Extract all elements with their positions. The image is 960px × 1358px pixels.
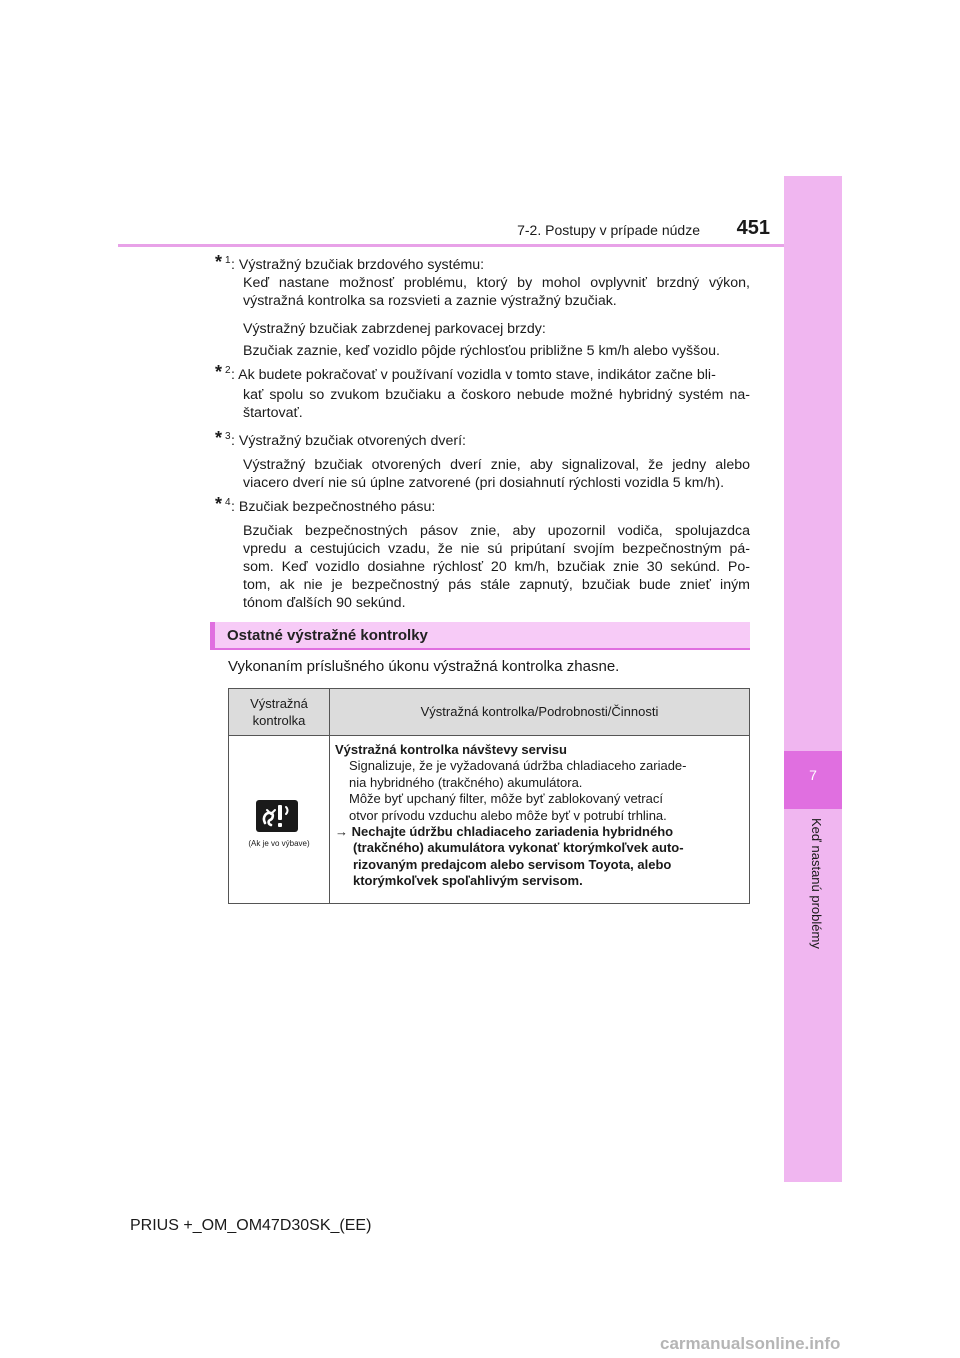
section-banner bbox=[210, 622, 750, 650]
watermark: carmanualsonline.info bbox=[660, 1334, 841, 1353]
row-detail-line: Signalizuje, že je vyžadovaná údržba chladiaceho zariade- bbox=[349, 758, 687, 774]
row-title: Výstražná kontrolka návštevy servisu bbox=[335, 742, 567, 757]
section-title: 7-2. Postupy v prípade núdze bbox=[517, 222, 700, 238]
table-header bbox=[229, 689, 749, 736]
footnote-heading: : Bzučiak bezpečnostného pásu: bbox=[231, 499, 436, 515]
row-detail-line: nia hybridného (trakčného) akumulátora. bbox=[349, 774, 583, 790]
row-action-line: rizovaným predajcom alebo servisom Toyota, alebo bbox=[353, 856, 672, 872]
footnote-1-speed: Bzučiak zaznie, keď vozidlo pôjde rýchlosťou približne 5 km/h alebo vyššou. bbox=[243, 343, 720, 359]
banner-title: Ostatné výstražné kontrolky bbox=[227, 627, 428, 644]
footnote-1-text: Keď nastane možnosť problému, ktorý by mohol ovplyvniť brzdný výkon, výstražná kontrolka sa rozsvieti a zaznie výstražný bzučiak. bbox=[243, 275, 750, 309]
row-action-line: ktorýmkoľvek spoľahlivým servisom. bbox=[353, 873, 583, 889]
header-warning-light: Výstražná kontrolka bbox=[250, 696, 308, 728]
icon-availability-note: (Ak je vo výbave) bbox=[248, 839, 310, 848]
footnote-2-text: kať spolu so zvukom bzučiaku a čoskoro nebude možné hybridný systém na- štartovať. bbox=[243, 387, 750, 421]
lead-text: Vykonaním príslušného úkonu výstražná kontrolka zhasne. bbox=[228, 658, 620, 675]
hybrid-battery-cooling-warning-icon bbox=[256, 800, 298, 832]
footnote-number: 1 bbox=[225, 255, 231, 266]
footnote-heading: : Výstražný bzučiak otvorených dverí: bbox=[231, 433, 466, 449]
page-number: 451 bbox=[736, 217, 770, 239]
document-code: PRIUS +_OM_OM47D30SK_(EE) bbox=[130, 1217, 372, 1234]
footnote-heading: : Výstražný bzučiak brzdového systému: bbox=[231, 257, 485, 273]
table-row bbox=[335, 742, 745, 890]
footnote-star: * bbox=[215, 252, 223, 272]
warning-light-table bbox=[228, 688, 750, 904]
column-divider bbox=[329, 689, 330, 903]
footnote-3-text: Výstražný bzučiak otvorených dverí znie, aby signalizoval, že jedny alebo viacero dverí nie sú úplne zatvorené (pri dosiahnutí rýchlosti vozidla 5 km/h). bbox=[243, 457, 750, 491]
side-band bbox=[784, 176, 842, 1182]
footnote-1-parking: Výstražný bzučiak zabrzdenej parkovacej brzdy: bbox=[243, 321, 546, 337]
footnote-heading: : Ak budete pokračovať v používaní vozidla v tomto stave, indikátor začne bli- bbox=[231, 367, 716, 383]
chapter-label: Keď nastanú problémy bbox=[809, 818, 824, 949]
header-details: Výstražná kontrolka/Podrobnosti/Činnosti bbox=[420, 704, 659, 719]
row-detail-line: Môže byť upchaný filter, môže byť zablokovaný vetrací bbox=[349, 791, 663, 807]
footnote-4-text: Bzučiak bezpečnostných pásov znie, aby upozornil vodiča, spolujazdca vpredu a cestujúcich vzadu, že nie sú pripútaní svojím bezpečnostným pá- som. Keď vozidlo dosiahne rýchlosť 20 km/h, bzučiak znie 30 sekúnd. Po- tom, ak nie je bezpečnostný pás stále zapnutý, bzučiak bude znieť iným tónom ďalších 90 sekúnd. bbox=[243, 523, 750, 611]
header-rule bbox=[118, 244, 784, 247]
row-action-line: (trakčného) akumulátora vykonať ktorýmkoľvek auto- bbox=[353, 840, 684, 856]
arrow-icon: → bbox=[335, 824, 348, 840]
chapter-number: 7 bbox=[809, 767, 817, 783]
row-detail-line: otvor prívodu vzduchu alebo môže byť v potrubí trhlina. bbox=[349, 807, 667, 823]
row-action-line: → Nechajte údržbu chladiaceho zariadenia hybridného bbox=[335, 824, 674, 840]
